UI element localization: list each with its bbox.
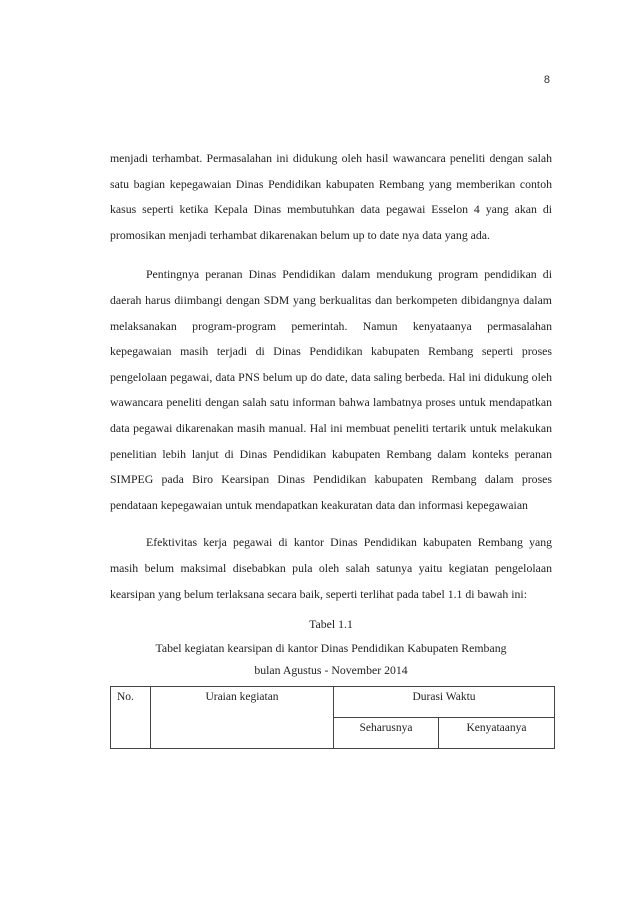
paragraph-2: Pentingnya peranan Dinas Pendidikan dalam mendukung program pendidikan di daerah harus diimbangi dengan SDM yang berkualitas dan berkompeten dibidangnya dalam melaksanakan program-program pemerintah. Namun kenyataanya permasalahan kepegawaian masih terjadi di Dinas Pendidikan kabupaten Rembang seperti proses pengelolaan pegawai, data PNS belum up do date, data saling berbeda. Hal ini didukung oleh wawancara peneliti dengan salah satu informan bahwa lambatnya proses untuk mendapatkan data pegawai dikarenakan masih manual. Hal ini membuat peneliti tertarik untuk melakukan penelitian lebih lanjut di Dinas Pendidikan kabupaten Rembang dalam konteks peranan SIMPEG pada Biro Kearsipan Dinas Pendidikan kabupaten Rembang dalam proses pendataan kepegawaian untuk mendapatkan keakuratan data dan informasi kepegawaian	[110, 267, 552, 512]
table-header-row	[111, 687, 555, 718]
kegiatan-table	[110, 686, 555, 749]
page-number: 8	[543, 74, 550, 86]
body-text	[110, 146, 552, 619]
header-uraian: Uraian kegiatan	[151, 687, 334, 749]
header-durasi: Durasi Waktu	[334, 687, 555, 718]
header-no: No.	[111, 687, 151, 749]
table-number: Tabel 1.1	[309, 617, 353, 631]
header-seharusnya: Seharusnya	[334, 718, 439, 749]
header-kenyataanya: Kenyataanya	[438, 718, 554, 749]
paragraph-1: menjadi terhambat. Permasalahan ini didukung oleh hasil wawancara peneliti dengan salah satu bagian kepegawaian Dinas Pendidikan kabupaten Rembang yang memberikan contoh kasus seperti ketika Kepala Dinas membutuhkan data pegawai Esselon 4 yang akan di promosikan menjadi terhambat dikarenakan belum up to date nya data yang ada.	[110, 151, 552, 242]
paragraph-3: Efektivitas kerja pegawai di kantor Dinas Pendidikan kabupaten Rembang yang masih belum maksimal disebabkan pula oleh salah satunya yaitu kegiatan pengelolaan kearsipan yang belum terlaksana secara baik, seperti terlihat pada tabel 1.1 di bawah ini:	[110, 535, 552, 601]
table-period: bulan Agustus - November 2014	[254, 663, 408, 677]
table-title: Tabel kegiatan kearsipan di kantor Dinas Pendidikan Kabupaten Rembang	[155, 641, 507, 655]
